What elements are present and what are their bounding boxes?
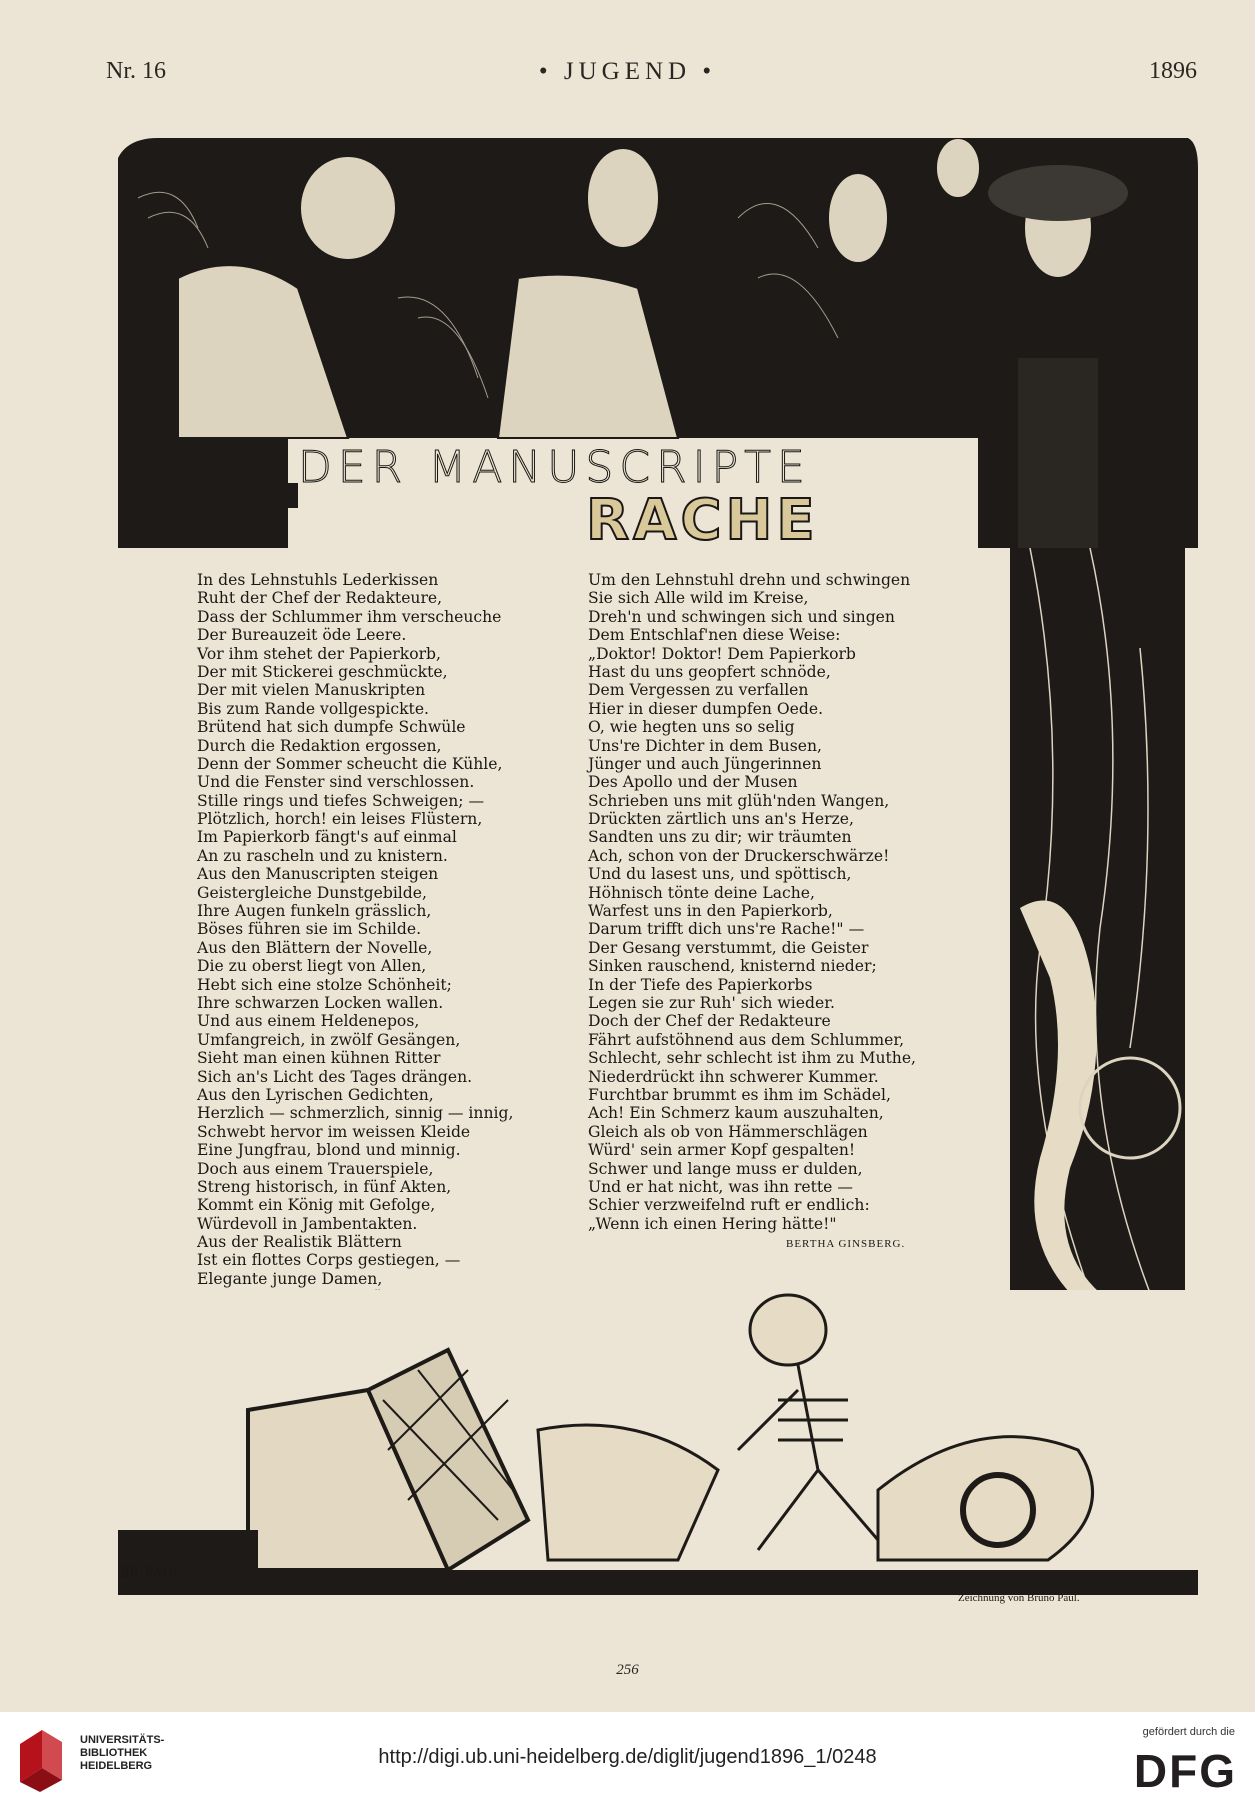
artist-signature: BR·PAUL·	[120, 1566, 187, 1581]
poem-line: Ruht der Chef der Redakteure,	[197, 589, 443, 608]
poem-line: Sieht man einen kühnen Ritter	[197, 1049, 441, 1068]
poem-line: Brütend hat sich dumpfe Schwüle	[197, 718, 466, 737]
poem-line: Der Bureauzeit öde Leere.	[197, 626, 407, 645]
title-line-2: RACHE	[586, 488, 819, 553]
poem-line: Plötzlich, horch! ein leises Flüstern,	[197, 810, 483, 829]
poem-line: Dem Entschlaf'nen diese Weise:	[588, 626, 841, 645]
poem-line: Niederdrückt ihn schwerer Kummer.	[588, 1067, 879, 1086]
issue-number: Nr. 16	[106, 58, 166, 84]
poem-line: Der mit vielen Manuskripten	[197, 681, 426, 700]
poem-line: Fährt aufstöhnend aus dem Schlummer,	[588, 1030, 905, 1049]
poem-line: Eine Jungfrau, blond und minnig.	[197, 1141, 461, 1160]
poem-column-left	[197, 571, 527, 1307]
poem-line: Würdevoll in Jambentakten.	[197, 1214, 418, 1233]
poem-line: Würd' sein armer Kopf gespalten!	[588, 1141, 856, 1160]
poem-line: Bis zum Rande vollgespickte.	[197, 699, 430, 718]
poem-line: Durch die Redaktion ergossen,	[197, 736, 442, 755]
poem-line: Schwebt hervor im weissen Kleide	[197, 1122, 471, 1141]
poem-line: Hier in dieser dumpfen Oede.	[588, 699, 824, 718]
poem-line: Der mit Stickerei geschmückte,	[197, 662, 448, 681]
poem-line: Kommt ein König mit Gefolge,	[197, 1196, 436, 1215]
poem-column-right	[588, 571, 948, 1233]
poem-line: Vor ihm stehet der Papierkorb,	[197, 644, 441, 663]
poem-line: In der Tiefe des Papierkorbs	[588, 975, 813, 994]
illustration-credit: Zeichnung von Bruno Paul.	[958, 1592, 1080, 1604]
poem-line: Schlecht, sehr schlecht ist ihm zu Muthe,	[588, 1049, 917, 1068]
funding-label: gefördert durch die	[1142, 1726, 1235, 1738]
poem-line: Ihre Augen funkeln grässlich,	[197, 902, 432, 921]
poem-line: Und du lasest uns, und spöttisch,	[588, 865, 852, 884]
poem-line: Umfangreich, in zwölf Gesängen,	[197, 1030, 461, 1049]
institution-line-2: BIBLIOTHEK	[80, 1747, 148, 1759]
poem-line: Aus der Realistik Blättern	[197, 1233, 402, 1252]
poem-line: Der Gesang verstummt, die Geister	[588, 938, 869, 957]
poem-line: „Doktor! Doktor! Dem Papierkorb	[588, 644, 856, 663]
poem-title	[290, 440, 1010, 553]
institution-line-3: HEIDELBERG	[80, 1760, 153, 1772]
poem-line: Des Apollo und der Musen	[588, 773, 798, 792]
poem-line: Geistergleiche Dunstgebilde,	[197, 883, 427, 902]
poem-line: Darum trifft dich uns're Rache!" —	[588, 920, 865, 939]
poem-line: Drückten zärtlich uns an's Herze,	[588, 810, 854, 829]
poem-line: Aus den Blättern der Novelle,	[197, 938, 433, 957]
poem-line: Sandten uns zu dir; wir träumten	[588, 828, 852, 847]
title-line-1: DER MANUSCRIPTE	[298, 442, 811, 493]
poem-line: Jünger und auch Jüngerinnen	[588, 754, 822, 773]
poem-line: Im Papierkorb fängt's auf einmal	[197, 828, 457, 847]
poem-line: Streng historisch, in fünf Akten,	[197, 1177, 452, 1196]
poem-line: Warfest uns in den Papierkorb,	[588, 902, 833, 921]
right-border-illustration	[1010, 548, 1185, 1293]
poem-line: Stille rings und tiefes Schweigen; —	[197, 791, 485, 810]
poem-line: Die zu oberst liegt von Allen,	[197, 957, 427, 976]
poem-line: Und er hat nicht, was ihn rette —	[588, 1177, 853, 1196]
poem-line: Schwer und lange muss er dulden,	[588, 1159, 863, 1178]
poem-line: Ach, schon von der Druckerschwärze!	[588, 846, 890, 865]
poem-line: Elegante junge Damen,	[197, 1269, 383, 1288]
poem-line: Herzlich — schmerzlich, sinnig — innig,	[197, 1104, 514, 1123]
poem-line: Aus den Manuscripten steigen	[197, 865, 439, 884]
institution-line-1: UNIVERSITÄTS-	[80, 1734, 165, 1746]
poem-line: Furchtbar brummt es ihm im Schädel,	[588, 1085, 891, 1104]
source-url-link[interactable]: http://digi.ub.uni-heidelberg.de/diglit/jugend1896_1/0248	[378, 1746, 877, 1768]
poem-line: Aus den Lyrischen Gedichten,	[197, 1085, 434, 1104]
poem-line: Dreh'n und schwingen sich und singen	[588, 607, 895, 626]
poem-line: Dass der Schlummer ihm verscheuche	[197, 607, 502, 626]
poem-line: Böses führen sie im Schilde.	[197, 920, 422, 939]
poem-line: Sie sich Alle wild im Kreise,	[588, 589, 809, 608]
poem-line: Sich an's Licht des Tages drängen.	[197, 1067, 473, 1086]
poem-line: „Wenn ich einen Hering hätte!"	[588, 1214, 837, 1233]
poem-line: Ach! Ein Schmerz kaum auszuhalten,	[588, 1104, 884, 1123]
poem-line: Hebt sich eine stolze Schönheit;	[197, 975, 452, 994]
poem-line: Ist ein flottes Corps gestiegen, —	[197, 1251, 461, 1270]
bottom-illustration	[118, 1290, 1198, 1595]
poem-line: Ihre schwarzen Locken wallen.	[197, 993, 444, 1012]
poem-line: Höhnisch tönte deine Lache,	[588, 883, 815, 902]
poem-line: Und aus einem Heldenepos,	[197, 1012, 420, 1031]
digitization-footer	[0, 1712, 1255, 1805]
poem-line: Sinken rauschend, knisternd nieder;	[588, 957, 877, 976]
dfg-logo: DFG	[1133, 1745, 1237, 1797]
poem-line: Hast du uns geopfert schnöde,	[588, 662, 831, 681]
poem-line: Gleich als ob von Hämmerschlägen	[588, 1122, 868, 1141]
poem-line: Und die Fenster sind verschlossen.	[197, 773, 475, 792]
poem-line: Dem Vergessen zu verfallen	[588, 681, 809, 700]
poem-line: Uns're Dichter in dem Busen,	[588, 736, 822, 755]
poem-line: Denn der Sommer scheucht die Kühle,	[197, 754, 503, 773]
poem-line: Schier verzweifelnd ruft er endlich:	[588, 1196, 870, 1215]
poem-author: BERTHA GINSBERG.	[786, 1238, 906, 1250]
year: 1896	[1149, 58, 1197, 84]
poem-line: In des Lehnstuhls Lederkissen	[197, 571, 439, 589]
poem-line: Um den Lehnstuhl drehn und schwingen	[588, 571, 911, 589]
poem-line: An zu rascheln und zu knistern.	[197, 846, 448, 865]
poem-line: O, wie hegten uns so selig	[588, 718, 795, 737]
page-number: 256	[616, 1662, 639, 1678]
poem-line: Doch der Chef der Redakteure	[588, 1012, 831, 1031]
magazine-title: • JUGEND •	[538, 58, 717, 85]
poem-line: Doch aus einem Trauerspiele,	[197, 1159, 434, 1178]
poem-line: Schrieben uns mit glüh'nden Wangen,	[588, 791, 890, 810]
poem-line: Legen sie zur Ruh' sich wieder.	[588, 993, 835, 1012]
